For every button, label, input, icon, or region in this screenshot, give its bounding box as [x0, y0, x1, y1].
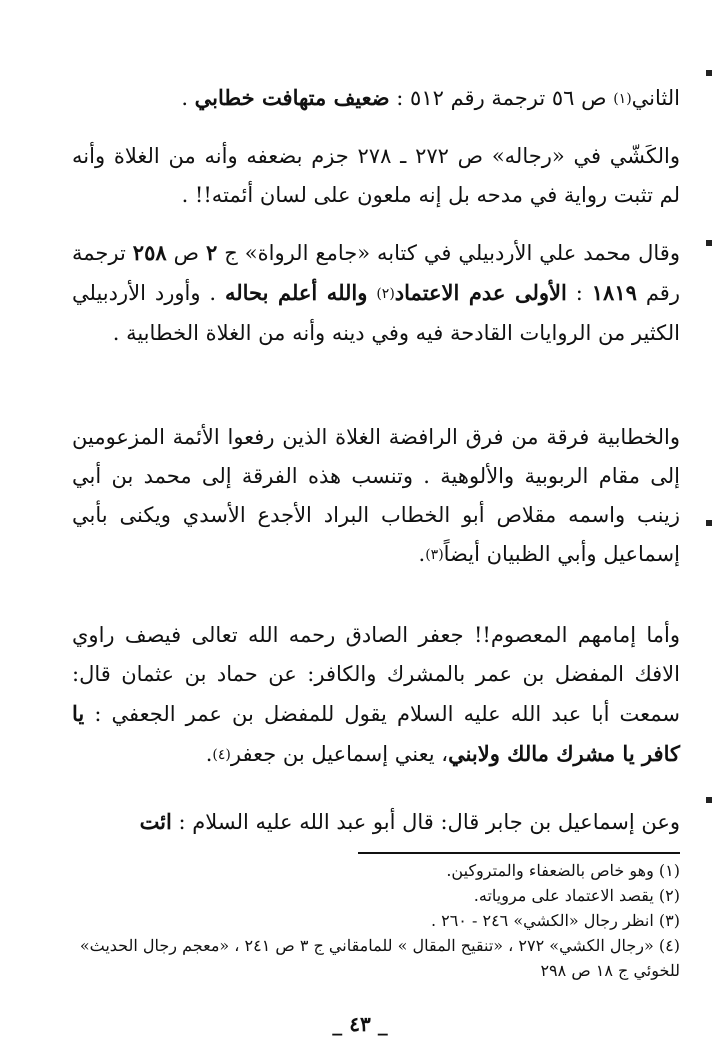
paragraph-3-bold-d: الأولى عدم الاعتماد — [394, 280, 567, 305]
footnote-2: (٢) يقصد الاعتماد على مروياته. — [473, 886, 680, 905]
paragraph-3-text-d: : — [566, 281, 592, 305]
paragraph-3 — [72, 233, 680, 353]
paragraph-3-bold-b: ٢٥٨ — [132, 240, 167, 265]
paragraph-1-text-b: ص ٥٦ ترجمة رقم ٥١٢ : — [389, 86, 614, 110]
margin-mark — [706, 797, 712, 803]
paragraph-3-bold-e: والله أعلم بحاله — [224, 280, 368, 305]
paragraph-6-text: وعن إسماعيل بن جابر قال: قال أبو عبد الله عليه السلام : — [171, 810, 680, 834]
paragraph-5-text-a: وأما إمامهم المعصوم!! جعفر الصادق رحمه الله تعالى فيصف راوي الافك المفضل بن عمر بالمشرك والكافر: عن حماد بن عثمان قال: سمعت أبا عبد الله عليه السلام يقول للمفضل بن عمر الجعفي : — [72, 623, 680, 726]
margin-mark — [706, 520, 712, 526]
footnote-4: (٤) «رجال الكشي» ٢٧٢ ، «تنقيح المقال » للمامقاني ج ٣ ص ٢٤١ ، «معجم رجال الحديث» للخوئي ج ١٨ ص ٢٩٨ — [79, 936, 680, 980]
paragraph-5-text-b: ، يعني إسماعيل بن جعفر — [230, 742, 449, 766]
paragraph-3-text-b: ص — [166, 241, 206, 265]
footnotes — [72, 858, 680, 983]
footnote-ref-2: (٢) — [376, 286, 395, 302]
footnote-ref-4: (٤) — [212, 747, 231, 763]
paragraph-4-text: والخطابية فرقة من فرق الرافضة الغلاة الذين رفعوا الأئمة المزعومين إلى مقام الربوبية والألوهية . وتنسب هذه الفرقة إلى محمد بن أبي زينب واسمه مقلاص أبو الخطاب البراد الأجدع الأسدي ويكنى بأبي إسماعيل وأبي الظبيان أيضاً — [72, 425, 680, 566]
paragraph-6-bold: ائت — [139, 809, 172, 834]
margin-mark — [706, 70, 712, 76]
page-number: _ ٤٣ _ — [332, 1012, 388, 1036]
paragraph-5 — [72, 616, 680, 775]
paragraph-2 — [72, 137, 680, 215]
paragraph-5-tail: . — [205, 742, 213, 766]
paragraph-1 — [72, 78, 680, 119]
footnote-divider — [358, 852, 680, 854]
footnote-ref-1: (١) — [613, 91, 632, 107]
paragraph-3-bold-c: ١٨١٩ — [591, 280, 637, 305]
paragraph-1-text-a: الثاني — [631, 86, 680, 110]
paragraph-2-text: والكَشّي في «رجاله» ص ٢٧٢ ـ ٢٧٨ جزم بضعفه وأنه من الغلاة وأنه لم تثبت رواية في مدحه بل إنه ملعون على لسان أئمته!! . — [72, 144, 680, 207]
footnote-1: (١) وهو خاص بالضعفاء والمتروكين. — [446, 861, 680, 880]
paragraph-3-text-e — [367, 281, 376, 305]
paragraph-3-text-c: ترجمة رقم — [72, 241, 680, 305]
paragraph-1-bold: ضعيف متهافت خطابي — [194, 85, 390, 110]
paragraph-3-bold-a: ٢ — [205, 240, 218, 265]
paragraph-4-tail: . — [418, 542, 426, 566]
paragraph-5-bold: يا كافر يا مشرك مالك ولابني — [72, 701, 680, 766]
footnote-3: (٣) انظر رجال «الكشي» ٢٤٦ - ٢٦٠ . — [430, 911, 680, 930]
paragraph-3-text-a: وقال محمد علي الأردبيلي في كتابه «جامع الرواة» ج — [217, 241, 680, 265]
paragraph-3-text-f: . وأورد الأردبيلي الكثير من الروايات القادحة فيه وفي دينه وأنه من الغلاة الخطابية . — [72, 281, 680, 345]
paragraph-6 — [72, 802, 680, 842]
margin-mark — [706, 240, 712, 246]
paragraph-1-text-c: . — [181, 86, 195, 110]
footnote-ref-3: (٣) — [425, 547, 444, 563]
paragraph-4 — [72, 418, 680, 575]
